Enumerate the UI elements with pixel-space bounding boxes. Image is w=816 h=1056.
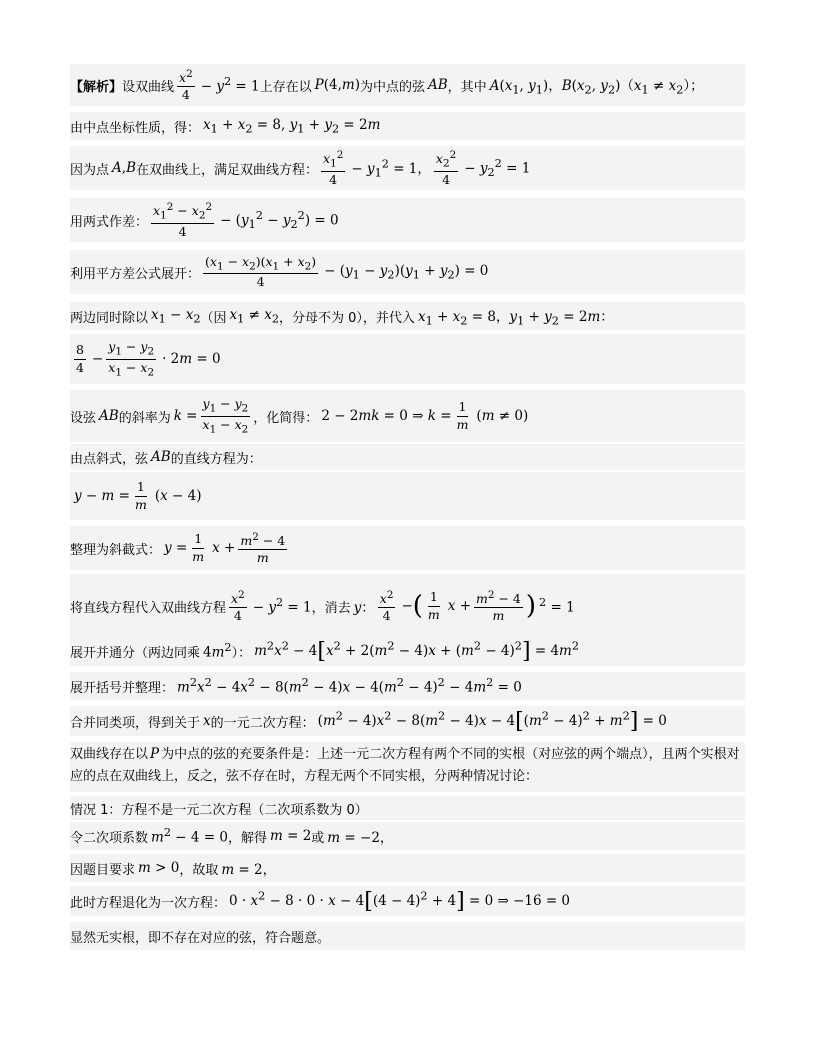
solution-line-18 <box>70 822 745 850</box>
line-text: 由中点坐标性质，得： <box>70 120 201 136</box>
line-text: 展开并通分（两边同乘 <box>70 645 201 661</box>
line-text: 合并同类项，得到关于 <box>70 715 201 731</box>
math-expr: − $y_1^2 = 1$， <box>351 157 431 180</box>
line-text: 令二次项系数 <box>70 830 149 846</box>
math-expr: x + <box>447 598 472 614</box>
math-expr: m = 2， <box>221 862 277 878</box>
line-text: 的一元二次方程： <box>210 715 315 731</box>
line-text: 因为点 <box>70 162 110 178</box>
line-text: 用两式作差： <box>70 214 149 230</box>
line-text: 两边同时除以 <box>70 310 149 326</box>
line-text: 将直线方程代入双曲线方程 <box>70 600 227 616</box>
math-expr: m = 2 <box>269 828 312 844</box>
solution-line-4: 用两式作差： $\frac{x_1^2 - x_2^2}{4}$ − $(y_1^2 - y_2^2) = 0$ <box>70 198 745 242</box>
math-expr: $m^2x^2 - 4[x^2 + 2(m^2 - 4)x + (m^2 - 4)^2] = 4m^2$ <box>254 638 580 664</box>
math-expr: $A(x_1$, $y_1$)，$B(x_2$, $y_2)(x_1 \ne x_2)$； <box>489 77 704 97</box>
line-text: ，分母不为 0），并代入 <box>279 310 415 326</box>
solution-line-12: 将直线方程代入双曲线方程 $\frac{x^2}{4}$ − $y^2 = 1$ ，消去 y： $\frac{x^2}{4}$ − ( $\frac{1}{m}$ x + $\frac{m^2 - 4}{m}$ ) $^2$ = 1 <box>70 574 745 638</box>
line-text: ，化简得： <box>253 410 319 426</box>
math-expr: − $(y_1 - y_2)(y_1 + y_2) = 0$ <box>324 262 489 282</box>
solution-line-21 <box>70 922 745 950</box>
solution-line-10: y − m = $\frac{1}{m}$ (x − 4) <box>70 472 745 520</box>
math-expr: AB <box>428 77 448 93</box>
math-expr: x + <box>212 540 236 556</box>
line-text: 整理为斜截式： <box>70 542 162 558</box>
math-expr: $x_1 + x_2 = 8$，$y_1 + y_2 = 2m$： <box>417 308 614 328</box>
solution-line-16 <box>70 742 745 792</box>
line-text: 上存在以 <box>259 79 312 95</box>
math-expr: AB <box>151 449 171 465</box>
line-text: 的直线方程为： <box>170 451 262 467</box>
solution-line-20 <box>70 886 745 916</box>
math-expr: m > 0 <box>138 860 180 876</box>
line-text: （因 <box>200 310 227 326</box>
solution-line-11: 整理为斜截式： y = $\frac{1}{m}$ x + $\frac{m^2 - 4}{m}$ <box>70 526 745 570</box>
math-expr: − $y_2^2 = 1$ <box>464 156 531 180</box>
line-text: 展开括号并整理： <box>70 680 175 696</box>
math-expr: m = −2， <box>327 830 394 846</box>
math-expr: P <box>150 746 160 762</box>
math-expr: P(4,m) <box>314 77 360 93</box>
math-expr: − $(y_1^2 - y_2^2) = 0$ <box>220 208 339 232</box>
solution-line-2 <box>70 112 745 140</box>
math-expr: − $y^2 = 1$ <box>252 596 312 616</box>
math-expr: $4m^2$ <box>203 641 232 661</box>
line-text: 在双曲线上，满足双曲线方程： <box>135 162 318 178</box>
line-text: 或 <box>311 830 325 846</box>
solution-line-7: $\frac{8}{4}$ − $\frac{y_1 - y_2}{x_1 - x_2}$ · 2m = 0 <box>70 334 745 384</box>
math-expr: − $y^2 = 1$ <box>200 75 260 95</box>
math-expr: · 2m = 0 <box>162 351 221 367</box>
line-text: 的斜率为 <box>118 410 171 426</box>
math-expr: A,B <box>112 160 136 176</box>
right-paren: ) <box>525 591 537 621</box>
math-expr: $(m^2 - 4)x^2 - 8(m^2 - 4)x - 4[(m^2 - 4)^2 + m^2] = 0$ <box>317 708 667 734</box>
math-expr: y − m = <box>74 488 130 504</box>
line-text: 设弦 <box>70 410 97 426</box>
left-paren: ( <box>412 591 423 621</box>
line-text: 情况 1：方程不是一元二次方程（二次项系数为 0） <box>70 802 368 818</box>
line-text: 利用平方差公式展开： <box>70 266 201 282</box>
line-text: ，解得 <box>227 830 267 846</box>
solution-line-15 <box>70 706 745 736</box>
math-expr: y： <box>353 600 375 616</box>
line-text: 为中点的弦 <box>359 79 425 95</box>
solution-line-3: 因为点 A,B 在双曲线上，满足双曲线方程： $\frac{x_1^2}{4}$ − $y_1^2 = 1$， $\frac{x_2^2}{4}$ − $y_2^2 = 1$ <box>70 146 745 190</box>
solution-line-1: 【解析】 设双曲线 $\frac{x^2}{4}$ − $y^2 = 1$ 上存在以 P(4,m) 为中点的弦 AB ，其中 $A(x_1$, $y_1$)，$B(x_2$, $y_2)(x_1 \ne x_2)$； <box>70 64 745 106</box>
math-expr: $0 \cdot x^2 - 8 \cdot 0 \cdot x - 4[(4 - 4)^2 + 4] = 0$ ⇒ −16 = 0 <box>229 888 571 914</box>
math-expr: $x_1 - x_2$ <box>151 306 201 326</box>
line-text: 由点斜式，弦 <box>70 451 149 467</box>
condition-paragraph <box>70 742 745 788</box>
line-text: 此时方程退化为一次方程： <box>70 895 227 911</box>
math-expr: − <box>91 351 104 367</box>
solution-line-8: 设弦 AB 的斜率为 k = $\frac{y_1 - y_2}{x_1 - x_2}$ ，化简得： 2 − 2mk = 0 ⇒ k = $\frac{1}{m}$ (m ≠ 0) <box>70 390 745 442</box>
solution-line-17 <box>70 796 745 820</box>
math-expr: 2 − 2mk = 0 ⇒ k = <box>321 408 452 424</box>
line-text: 为中点的弦的充要条件是：上述一元二次方程有两个不同的实根（对应弦的两个端点），且两个实根对应的点在双曲线上，反之，弦不存在时，方程无两个不同实根，分两种情况讨论： <box>70 747 740 784</box>
line-text: 显然无实根，即不存在对应的弦，符合题意。 <box>70 930 331 946</box>
math-expr: $m^2x^2 - 4x^2 - 8(m^2 - 4)x - 4(m^2 - 4)^2 - 4m^2 = 0$ <box>177 676 522 696</box>
math-expr: x <box>203 713 211 729</box>
solution-line-6 <box>70 302 745 330</box>
line-text: ，故取 <box>179 862 219 878</box>
math-expr: (m ≠ 0) <box>476 408 529 424</box>
solution-line-19 <box>70 854 745 882</box>
solution-line-14 <box>70 672 745 700</box>
math-expr: k = <box>173 408 198 424</box>
math-expr: $x_1 + x_2 = 8$, $y_1 + y_2 = 2m$ <box>203 116 381 136</box>
math-expr: AB <box>99 408 119 424</box>
math-expr: $^2$ = 1 <box>539 596 575 616</box>
solution-line-5: 利用平方差公式展开： $\frac{(x_1 - x_2)(x_1 + x_2)}{4}$ − $(y_1 - y_2)(y_1 + y_2) = 0$ <box>70 250 745 294</box>
line-text: ，其中 <box>447 79 487 95</box>
math-expr: $x_1 \ne x_2$ <box>229 306 280 326</box>
line-text: 设双曲线 <box>122 79 175 95</box>
math-expr: − <box>401 598 413 614</box>
line-text: 因题目要求 <box>70 862 136 878</box>
solution-line-9 <box>70 444 745 470</box>
line-text: 双曲线存在以 <box>70 747 149 762</box>
line-text: ）： <box>231 645 252 661</box>
line-text: ，消去 <box>311 600 351 616</box>
analysis-label: 【解析】 <box>70 79 123 95</box>
math-expr: $m^2 - 4 = 0$ <box>151 826 228 846</box>
math-expr: y = <box>164 540 188 556</box>
math-expr: (x − 4) <box>154 488 202 504</box>
solution-line-13 <box>70 636 745 666</box>
